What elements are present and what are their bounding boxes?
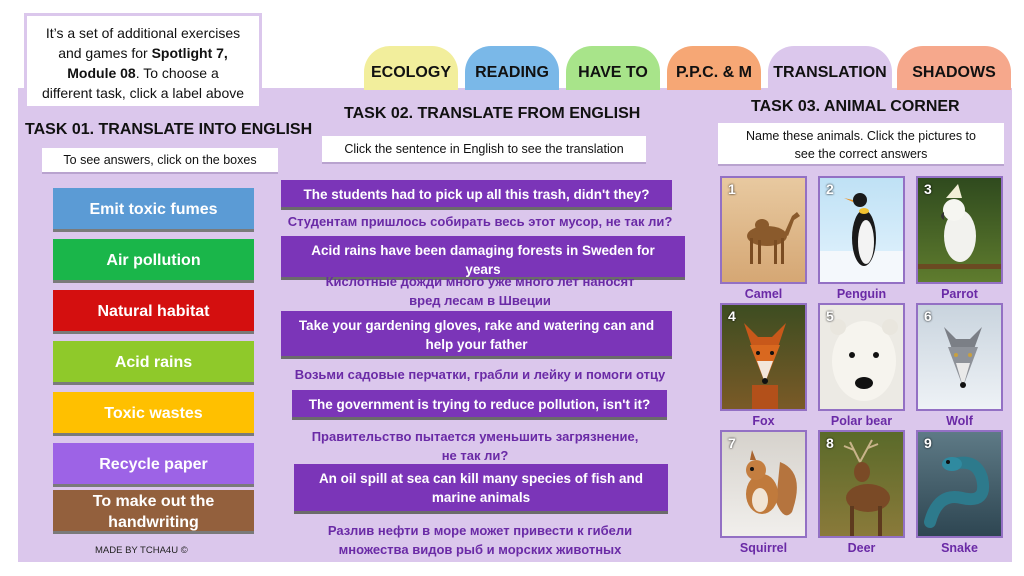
english-sentence-line: years	[465, 262, 501, 277]
answer-box-acid-rains[interactable]: Acid rains	[53, 341, 254, 385]
answer-box-toxic-wastes[interactable]: Toxic wastes	[53, 392, 254, 436]
animal-label[interactable]: Wolf	[946, 414, 973, 428]
task3-hint-line: Name these animals. Click the pictures to	[746, 129, 976, 143]
animal-number: 1	[728, 181, 736, 197]
animal-number: 7	[728, 435, 736, 451]
english-sentence-line: help your father	[425, 337, 528, 352]
animal-picture-2[interactable]	[818, 176, 905, 284]
russian-translation-2[interactable]	[280, 272, 680, 310]
animal-number: 2	[826, 181, 834, 197]
animal-label[interactable]: Penguin	[836, 287, 887, 301]
task3-title: TASK 03. ANIMAL CORNER	[751, 98, 960, 115]
animal-label[interactable]: Snake	[941, 541, 978, 555]
russian-translation-5[interactable]	[290, 521, 670, 559]
tab-reading[interactable]: READING	[465, 46, 559, 90]
russian-translation-3[interactable]: Возьми садовые перчатки, грабли и лейку и помоги отцу	[294, 367, 666, 382]
answer-box-recycle-paper[interactable]: Recycle paper	[53, 443, 254, 487]
animal-number: 6	[924, 308, 932, 324]
intro-line-2	[33, 43, 253, 63]
intro-box	[24, 13, 262, 109]
tab-shadows[interactable]: SHADOWS	[897, 46, 1011, 90]
russian-translation-1[interactable]: Студентам пришлось собирать весь этот мусор, не так ли?	[287, 214, 673, 229]
animal-number: 8	[826, 435, 834, 451]
russian-translation-line: множества видов рыб и морских животных	[338, 542, 622, 557]
answer-label-line-1: To make out the	[92, 493, 215, 510]
english-sentence-3[interactable]	[281, 311, 672, 359]
animal-number: 4	[728, 308, 736, 324]
animal-picture-7[interactable]	[720, 430, 807, 538]
russian-translation-line: Правительство пытается уменьшить загрязнение,	[311, 429, 639, 444]
animal-picture-6[interactable]	[916, 303, 1003, 411]
intro-line-4: different task, click a label above	[41, 85, 245, 101]
tab-ppc-m[interactable]: P.P.C. & M	[667, 46, 761, 90]
russian-translation-line: не так ли?	[441, 448, 509, 463]
tab-ecology[interactable]: ECOLOGY	[364, 46, 458, 90]
russian-translation-4[interactable]	[290, 427, 660, 465]
task2-title: TASK 02. TRANSLATE FROM ENGLISH	[344, 105, 641, 122]
answer-box-natural-habitat[interactable]: Natural habitat	[53, 290, 254, 334]
english-sentence-4[interactable]: The government is trying to reduce pollution, isn't it?	[292, 390, 667, 420]
made-by-credit: MADE BY TCHA4U ©	[95, 545, 188, 556]
tab-have-to[interactable]: HAVE TO	[566, 46, 660, 90]
animal-picture-5[interactable]	[818, 303, 905, 411]
english-sentence-line: An oil spill at sea can kill many species of fish and	[318, 471, 644, 486]
english-sentence-line: Acid rains have been damaging forests in Sweden for	[311, 243, 655, 258]
task3-hint	[718, 123, 1004, 166]
animal-picture-1[interactable]	[720, 176, 807, 284]
answer-label-line-2: handwriting	[108, 514, 199, 531]
animal-number: 3	[924, 181, 932, 197]
tab-translation[interactable]: TRANSLATION	[768, 46, 892, 90]
english-sentence-line: Take your gardening gloves, rake and watering can and	[298, 318, 655, 333]
answer-box-emit-toxic-fumes[interactable]: Emit toxic fumes	[53, 188, 254, 232]
animal-picture-4[interactable]	[720, 303, 807, 411]
animal-label[interactable]: Squirrel	[739, 541, 788, 555]
russian-translation-line: вред лесам в Швеции	[409, 293, 551, 308]
russian-translation-line: Разлив нефти в море может привести к гибели	[327, 523, 633, 538]
english-sentence-1[interactable]: The students had to pick up all this trash, didn't they?	[281, 180, 672, 210]
intro-book-name: Spotlight 7,	[151, 45, 228, 61]
intro-text: and games for	[58, 45, 152, 61]
task1-hint: To see answers, click on the boxes	[42, 148, 278, 174]
intro-module-name: Module 08	[67, 65, 136, 81]
answer-box-make-out-handwriting[interactable]	[53, 490, 254, 534]
english-sentence-5[interactable]	[294, 464, 668, 514]
intro-line-1: It’s a set of additional exercises	[45, 25, 241, 41]
task3-hint-line: see the correct answers	[794, 147, 928, 161]
animal-number: 5	[826, 308, 834, 324]
animal-label[interactable]: Deer	[847, 541, 876, 555]
animal-picture-3[interactable]	[916, 176, 1003, 284]
animal-label[interactable]: Camel	[744, 287, 783, 301]
animal-picture-8[interactable]	[818, 430, 905, 538]
task2-hint: Click the sentence in English to see the translation	[322, 136, 646, 164]
task1-title: TASK 01. TRANSLATE INTO ENGLISH	[25, 121, 313, 138]
russian-translation-line: Кислотные дожди много уже много лет наносят	[325, 274, 635, 289]
animal-label[interactable]: Parrot	[941, 287, 978, 301]
animal-label[interactable]: Polar bear	[830, 414, 893, 428]
animal-label[interactable]: Fox	[752, 414, 775, 428]
intro-text: . To choose a	[135, 65, 219, 81]
answer-box-air-pollution[interactable]: Air pollution	[53, 239, 254, 283]
animal-number: 9	[924, 435, 932, 451]
animal-picture-9[interactable]	[916, 430, 1003, 538]
english-sentence-line: marine animals	[431, 490, 531, 505]
intro-line-3	[33, 63, 253, 83]
